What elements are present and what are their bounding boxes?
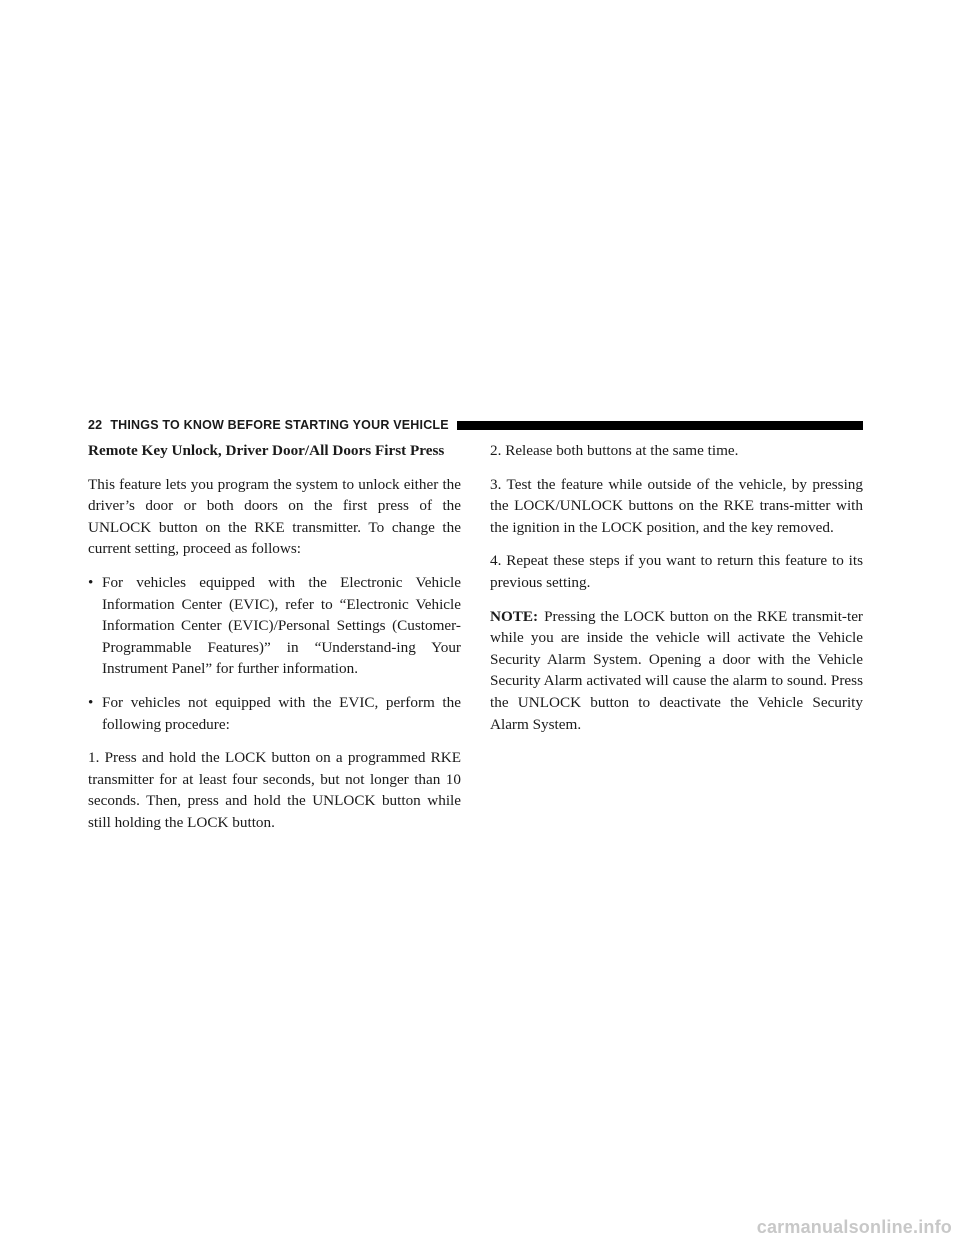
bullet-item-no-evic bbox=[88, 692, 461, 735]
intro-paragraph: This feature lets you program the system to unlock either the driver’s door or both doors on the first press of the UNLOCK button on the RKE transmitter. To change the current setting, proceed as follows: bbox=[88, 475, 461, 558]
note-paragraph bbox=[490, 606, 863, 736]
left-column bbox=[88, 440, 461, 846]
right-column bbox=[490, 440, 863, 747]
section-heading: Remote Key Unlock, Driver Door/All Doors First Press bbox=[88, 442, 445, 459]
note-label: NOTE: bbox=[490, 607, 539, 625]
page-number: 22 bbox=[88, 418, 103, 432]
running-head: THINGS TO KNOW BEFORE STARTING YOUR VEHICLE bbox=[110, 418, 449, 432]
bullet-text: For vehicles not equipped with the EVIC, perform the following procedure: bbox=[102, 693, 461, 733]
step-4: 4. Repeat these steps if you want to return this feature to its previous setting. bbox=[490, 552, 863, 591]
header-rule bbox=[457, 421, 863, 430]
footer-watermark: carmanualsonline.info bbox=[756, 1217, 952, 1237]
step-3: 3. Test the feature while outside of the vehicle, by pressing the LOCK/UNLOCK buttons on the RKE trans-mitter with the ignition in the LOCK position, and the key removed. bbox=[490, 475, 863, 536]
page-header bbox=[88, 418, 863, 432]
bullet-item-evic bbox=[88, 572, 461, 680]
note-text: Pressing the LOCK button on the RKE transmit-ter while you are inside the vehicle will activate the Vehicle Security Alarm System. Opening a door with the Vehicle Security Alarm activated will cause the alarm to sound. Press the UNLOCK button to deactivate the Vehicle Security Alarm System. bbox=[490, 607, 863, 733]
bullet-marker: • bbox=[88, 573, 94, 591]
bullet-text: For vehicles equipped with the Electronic Vehicle Information Center (EVIC), refer to “Electronic Vehicle Information Center (EVIC)/Personal Settings (Customer-Programmable Features)” in “Understand-ing Your Instrument Panel” for further information. bbox=[102, 573, 461, 678]
bullet-marker: • bbox=[88, 693, 94, 711]
step-1: 1. Press and hold the LOCK button on a programmed RKE transmitter for at least four seconds, but not longer than 10 seconds. Then, press and hold the UNLOCK button while still holding the LOCK button. bbox=[88, 749, 461, 831]
step-2: 2. Release both buttons at the same time. bbox=[490, 442, 739, 459]
